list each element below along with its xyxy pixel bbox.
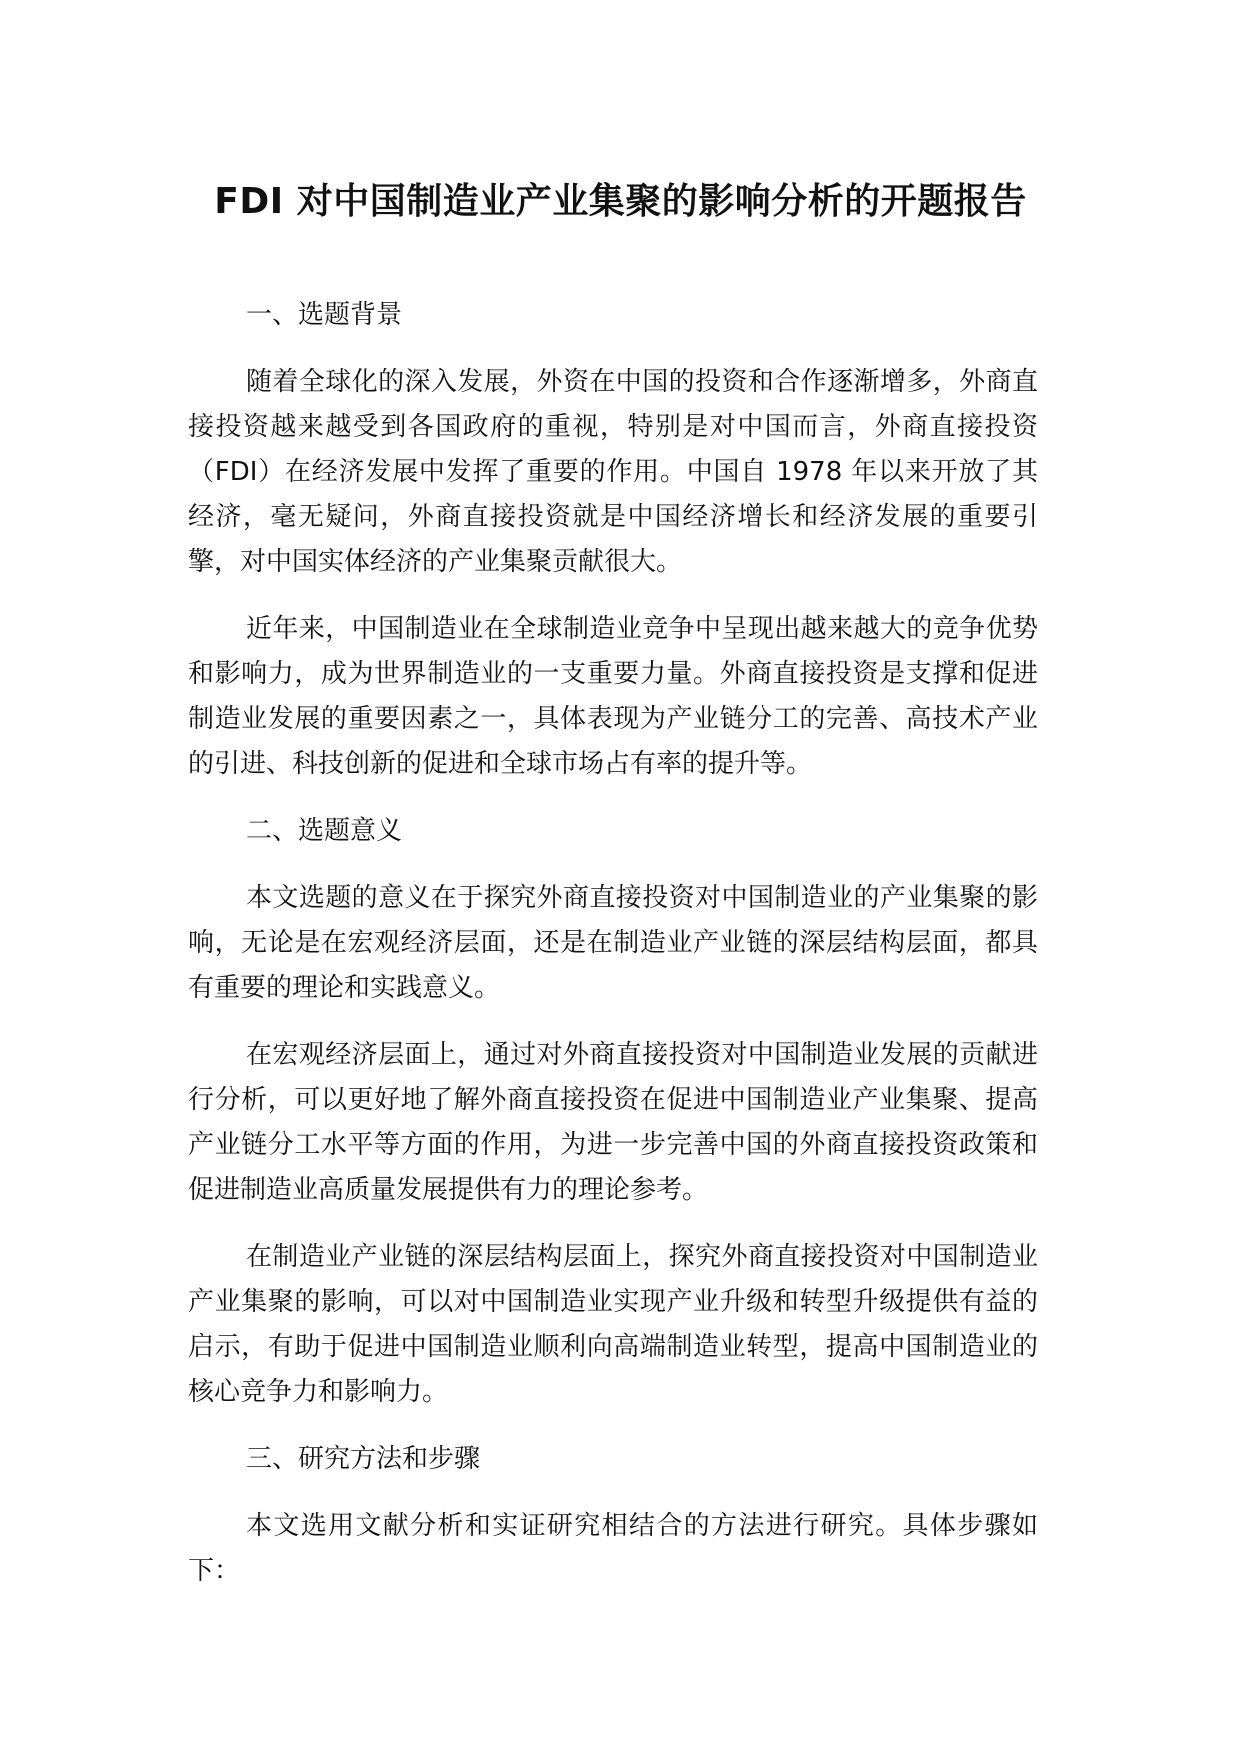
paragraph-significance-3: 在制造业产业链的深层结构层面上，探究外商直接投资对中国制造业产业集聚的影响，可以对中国制造业实现产业升级和转型升级提供有益的启示，有助于促进中国制造业顺利向高端制造业转型，提高中国制造业的核心竞争力和影响力。 bbox=[188, 1242, 1038, 1407]
section-heading-methods: 三、研究方法和步骤 bbox=[246, 1444, 481, 1474]
paragraph-significance-2: 在宏观经济层面上，通过对外商直接投资对中国制造业发展的贡献进行分析，可以更好地了解外商直接投资在促进中国制造业产业集聚、提高产业链分工水平等方面的作用，为进一步完善中国的外商直接投资政策和促进制造业高质量发展提供有力的理论参考。 bbox=[188, 1040, 1038, 1205]
paragraph-background-2: 近年来，中国制造业在全球制造业竞争中呈现出越来越大的竞争优势和影响力，成为世界制造业的一支重要力量。外商直接投资是支撑和促进制造业发展的重要因素之一，具体表现为产业链分工的完善、高技术产业的引进、科技创新的促进和全球市场占有率的提升等。 bbox=[188, 614, 1038, 779]
document-body bbox=[188, 293, 1038, 1616]
paragraph-methods-1: 本文选用文献分析和实证研究相结合的方法进行研究。具体步骤如下： bbox=[188, 1511, 1038, 1586]
document-title: FDI 对中国制造业产业集聚的影响分析的开题报告 bbox=[214, 181, 1027, 222]
paragraph-background-1: 随着全球化的深入发展，外资在中国的投资和合作逐渐增多，外商直接投资越来越受到各国政府的重视，特别是对中国而言，外商直接投资（FDI）在经济发展中发挥了重要的作用。中国自 1978 年以来开放了其经济，毫无疑问，外商直接投资就是中国经济增长和经济发展的重要引擎，对中国实体经济的产业集聚贡献很大。 bbox=[188, 367, 1038, 577]
section-heading-background: 一、选题背景 bbox=[246, 300, 403, 330]
paragraph-significance-1: 本文选题的意义在于探究外商直接投资对中国制造业的产业集聚的影响，无论是在宏观经济层面，还是在制造业产业链的深层结构层面，都具有重要的理论和实践意义。 bbox=[188, 883, 1038, 1003]
section-heading-significance: 二、选题意义 bbox=[246, 816, 403, 846]
